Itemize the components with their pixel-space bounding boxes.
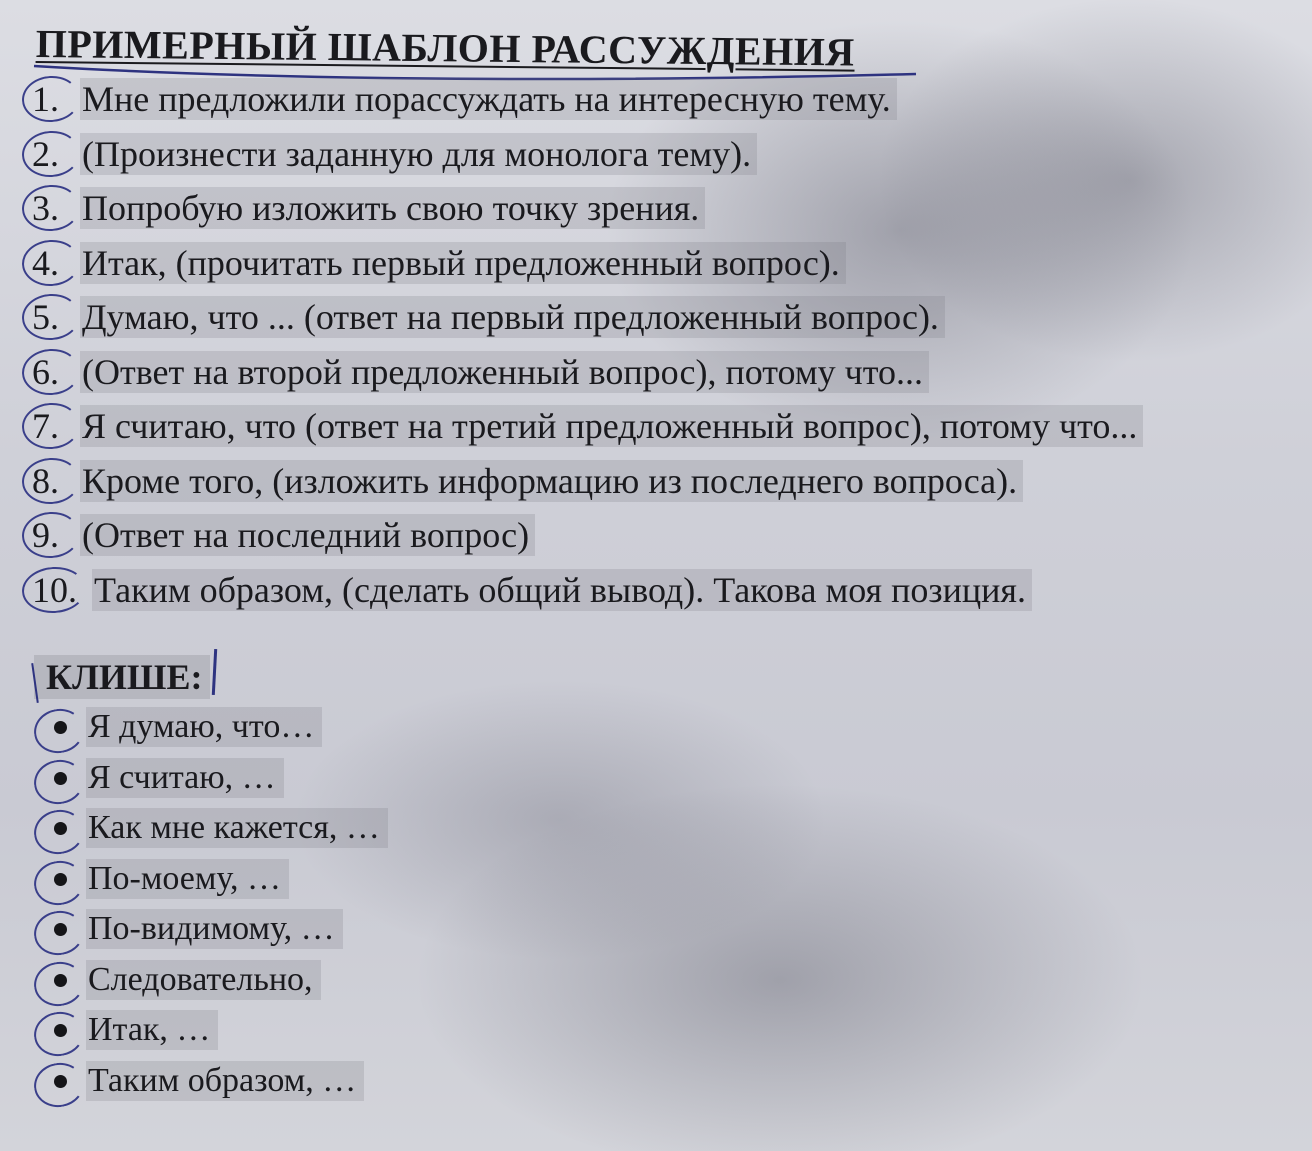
cliche-text: Итак, …	[86, 1010, 218, 1050]
step-item	[22, 290, 1143, 345]
step-number: 9.	[22, 514, 80, 556]
cliche-text: Таким образом, …	[86, 1061, 364, 1101]
step-item	[22, 345, 1143, 400]
bullet-icon	[30, 907, 86, 951]
step-item	[22, 399, 1143, 454]
cliche-text: Я думаю, что…	[86, 707, 322, 747]
step-text: Думаю, что ... (ответ на первый предложенный вопрос).	[80, 296, 945, 338]
step-item	[22, 563, 1143, 618]
document-title: ПРИМЕРНЫЙ ШАБЛОН РАССУЖДЕНИЯ	[35, 20, 855, 75]
step-number: 10.	[22, 569, 92, 611]
cliche-item	[30, 955, 388, 1006]
pen-circle	[20, 183, 81, 233]
step-item	[22, 236, 1143, 291]
pen-circle	[20, 401, 81, 451]
pen-circle	[20, 129, 81, 179]
bullet-icon	[30, 857, 86, 901]
step-item	[22, 127, 1143, 182]
cliche-list	[30, 702, 388, 1106]
step-text: (Ответ на последний вопрос)	[80, 514, 535, 556]
step-number: 2.	[22, 133, 80, 175]
pen-circle	[20, 565, 87, 615]
cliche-heading: КЛИШЕ:	[34, 655, 210, 699]
cliche-text: По-видимому, …	[86, 909, 343, 949]
step-item	[22, 181, 1143, 236]
pen-circle	[20, 456, 81, 506]
step-text: Итак, (прочитать первый предложенный вопрос).	[80, 242, 846, 284]
step-text: Таким образом, (сделать общий вывод). Такова моя позиция.	[92, 569, 1032, 611]
step-number: 4.	[22, 242, 80, 284]
step-text: (Ответ на второй предложенный вопрос), потому что...	[80, 351, 929, 393]
step-item	[22, 72, 1143, 127]
cliche-item	[30, 854, 388, 905]
bullet-icon	[30, 806, 86, 850]
bullet-icon	[30, 705, 86, 749]
pen-circle	[20, 510, 81, 560]
template-steps-list	[22, 72, 1143, 617]
step-item	[22, 454, 1143, 509]
cliche-text: Я считаю, …	[86, 758, 284, 798]
bullet-icon	[30, 958, 86, 1002]
cliche-item	[30, 803, 388, 854]
cliche-text: Следовательно,	[86, 960, 321, 1000]
step-number: 5.	[22, 296, 80, 338]
step-number: 3.	[22, 187, 80, 229]
bullet-icon	[30, 756, 86, 800]
pen-circle	[20, 74, 81, 124]
step-number: 8.	[22, 460, 80, 502]
cliche-text: По-моему, …	[86, 859, 289, 899]
cliche-item	[30, 1056, 388, 1107]
cliche-text: Как мне кажется, …	[86, 808, 388, 848]
cliche-item	[30, 753, 388, 804]
pen-circle	[20, 292, 81, 342]
cliche-item	[30, 1005, 388, 1056]
pen-circle	[20, 347, 81, 397]
step-text: Попробую изложить свою точку зрения.	[80, 187, 705, 229]
step-number: 1.	[22, 78, 80, 120]
step-text: Мне предложили порассуждать на интересную тему.	[80, 78, 897, 120]
step-item	[22, 508, 1143, 563]
cliche-item	[30, 702, 388, 753]
step-text: Я считаю, что (ответ на третий предложенный вопрос), потому что...	[80, 405, 1143, 447]
pen-circle	[20, 238, 81, 288]
bullet-icon	[30, 1008, 86, 1052]
step-text: (Произнести заданную для монолога тему).	[80, 133, 757, 175]
cliche-item	[30, 904, 388, 955]
bullet-icon	[30, 1059, 86, 1103]
step-text: Кроме того, (изложить информацию из последнего вопроса).	[80, 460, 1023, 502]
step-number: 7.	[22, 405, 80, 447]
step-number: 6.	[22, 351, 80, 393]
